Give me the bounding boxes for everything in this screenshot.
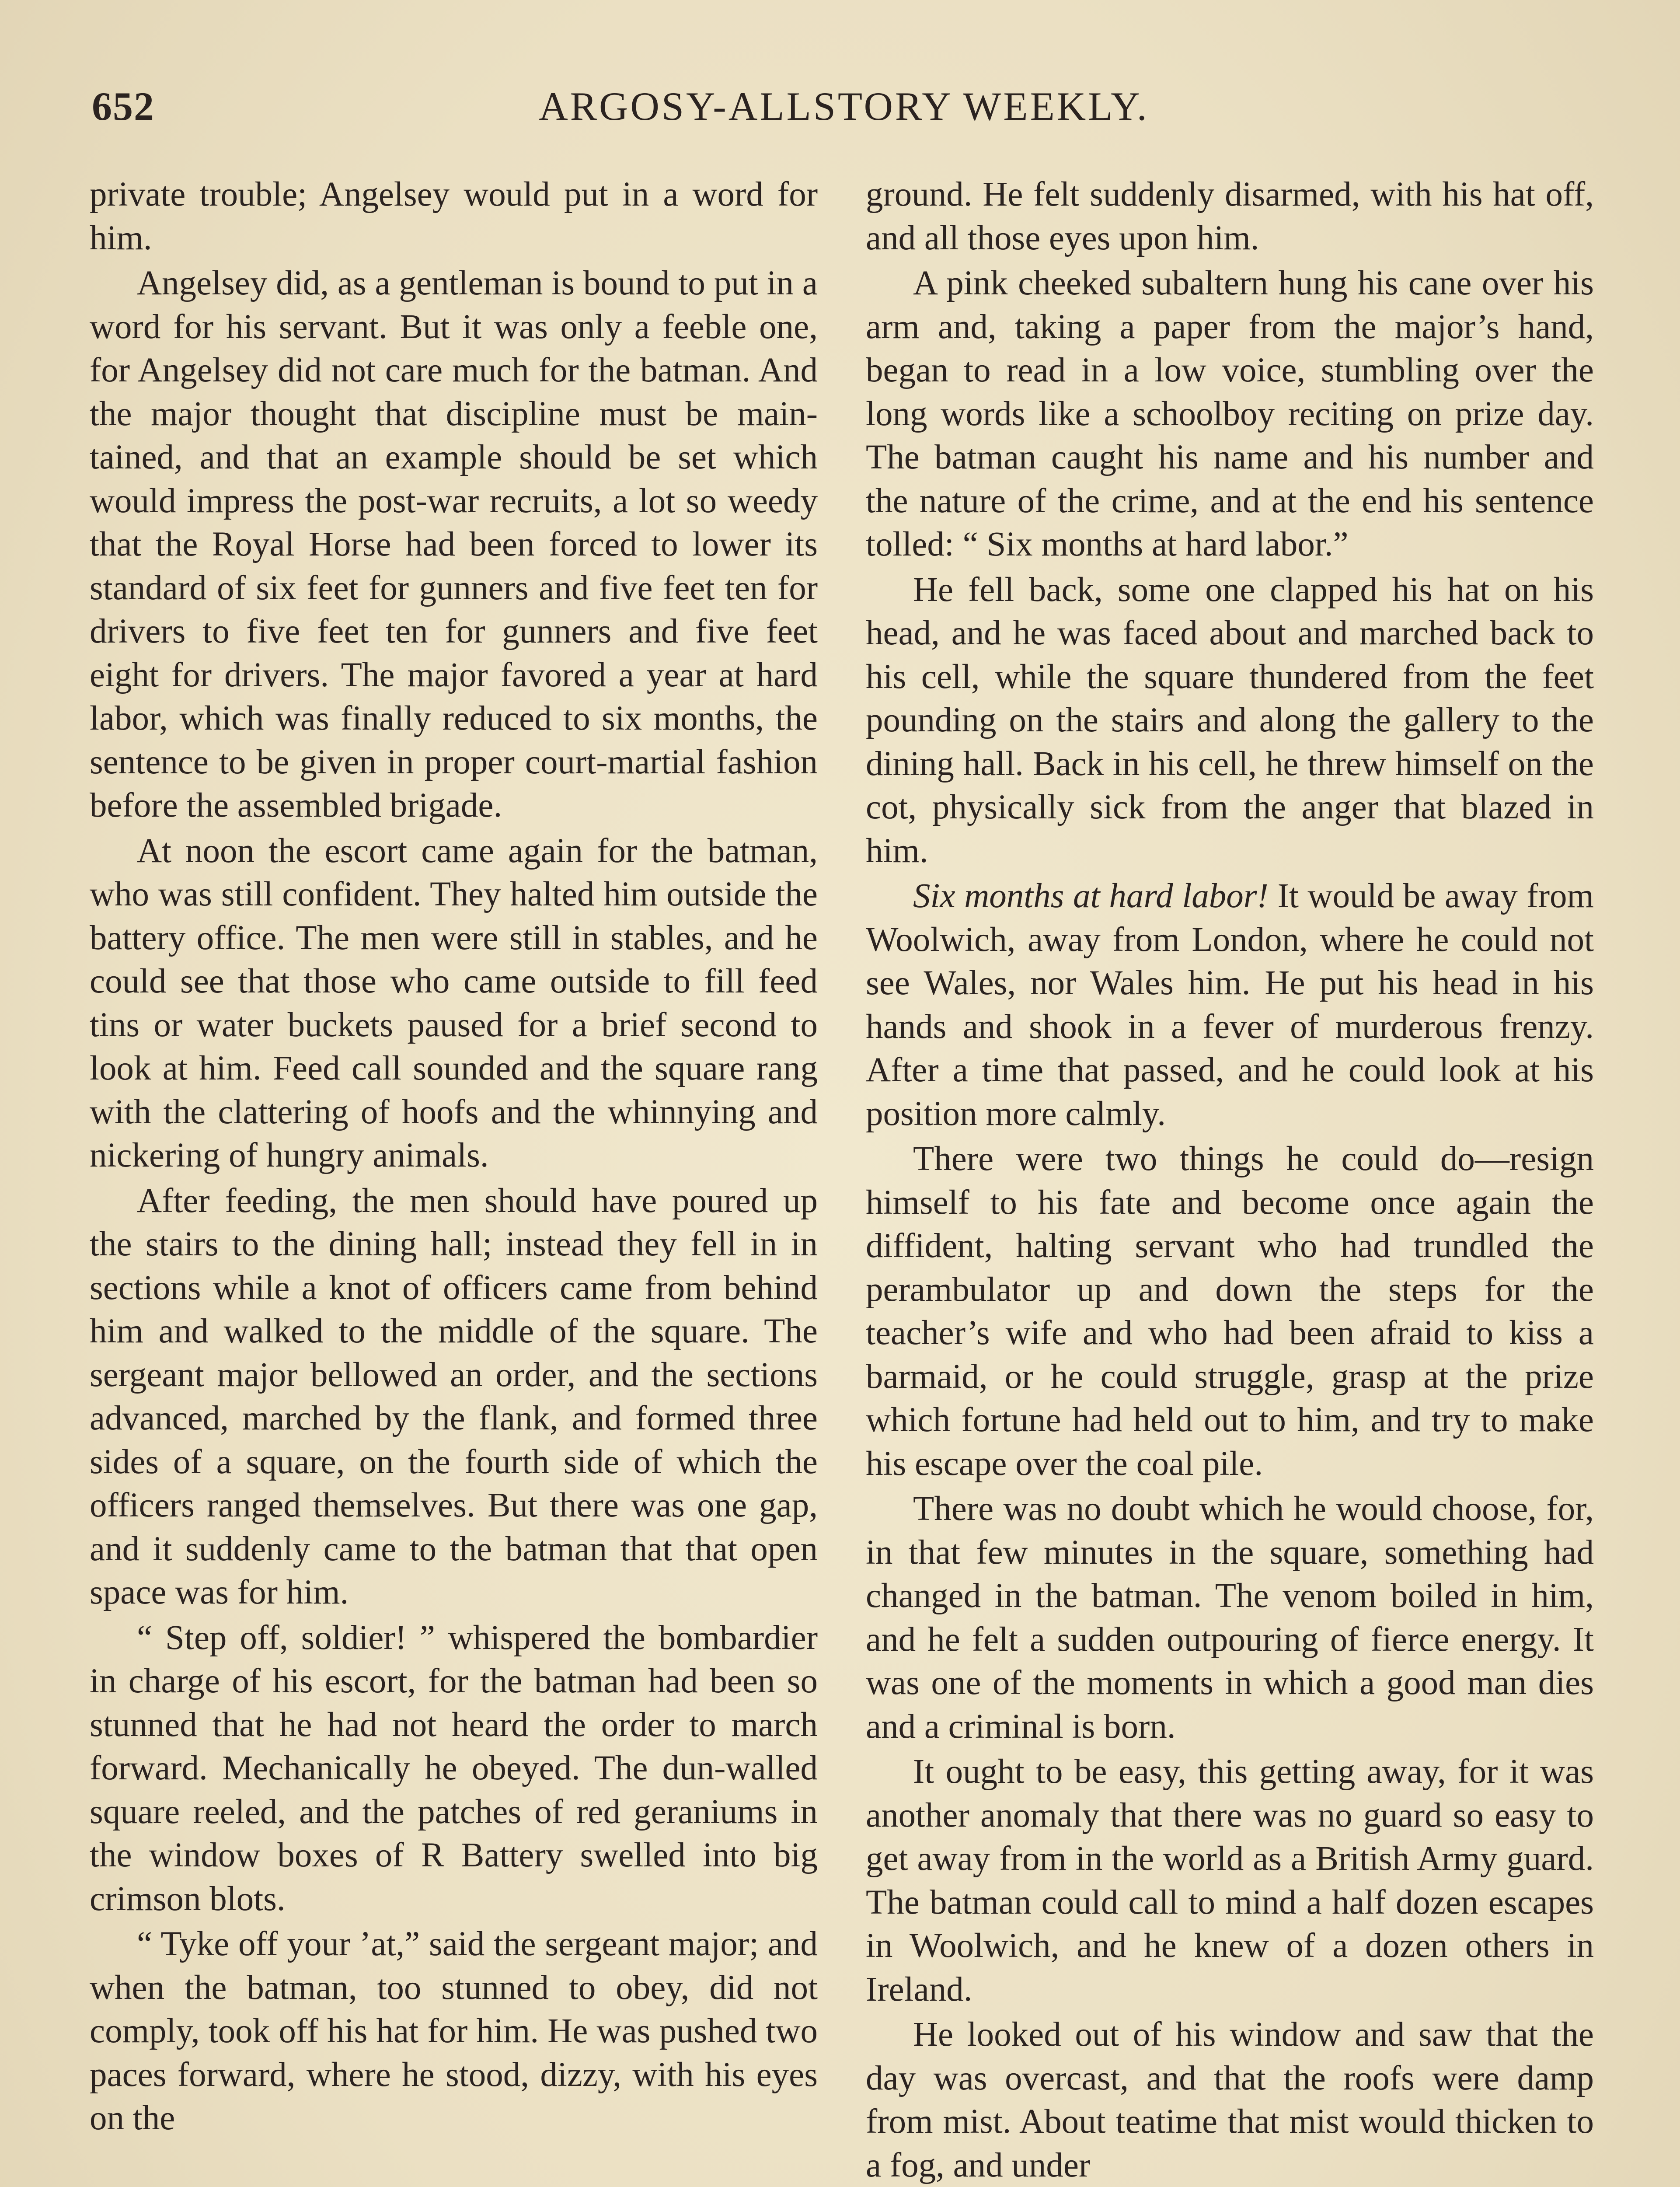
paragraph <box>90 829 818 1177</box>
paragraph-text: At noon the escort came again for the batman, who was still confident. They halted him outside the battery office. The men were still in stables, and he could see that those who came outside to fill feed tins or water buckets paused for a brief second to look at him. Feed call sounded and the square rang with the clattering of hoofs and the whinnying and nickering of hungry animals. <box>90 831 818 1174</box>
left-column <box>90 173 818 2187</box>
paragraph-text: He looked out of his window and saw that the day was overcast, and that the roofs were damp from mist. About teatime that mist would thicken to a fog, and under <box>866 2016 1594 2184</box>
paragraph-text: There were two things he could do—resign himself to his fate and become once again the diffident, halting servant who had trundled the perambulator up and down the steps for the teacher’s wife and who had been afraid to kiss a barmaid, or he could struggle, grasp at the prize which fortune had held out to him, and try to make his escape over the coal pile. <box>866 1140 1594 1483</box>
running-head: ARGOSY-ALLSTORY WEEKLY. <box>539 84 1149 129</box>
paragraph-text: He fell back, some one clapped his hat on his head, and he was faced about and marched back to his cell, while the square thundered from the feet pounding on the stairs and along the gallery to the dining hall. Back in his cell, he threw himself on the cot, physically sick from the anger that blazed in him. <box>866 570 1594 870</box>
paragraph <box>90 262 818 828</box>
paragraph <box>866 1487 1594 1748</box>
italic-lead: Six months at hard labor! <box>913 877 1269 915</box>
right-column <box>866 173 1594 2187</box>
paragraph <box>90 1922 818 2140</box>
paragraph <box>866 1137 1594 1485</box>
paragraph <box>90 173 818 260</box>
paragraph <box>866 173 1594 260</box>
paragraph-text: “ Tyke off your ’at,” said the sergeant major; and when the batman, too stunned to obey, did not comply, took off his hat for him. He was pushed two paces forward, where he stood, dizzy, with his eyes on the <box>90 1925 818 2137</box>
page-number: 652 <box>92 84 155 129</box>
paragraph <box>90 1616 818 1921</box>
paragraph-text: ground. He felt suddenly disarmed, with his hat off, and all those eyes upon him. <box>866 175 1594 257</box>
paragraph <box>866 2013 1594 2187</box>
paragraph <box>866 262 1594 566</box>
paragraph <box>866 1750 1594 2011</box>
paragraph <box>90 1179 818 1614</box>
paragraph-text: There was no doubt which he would choose, for, in that few minutes in the square, something had changed in the batman. The venom boiled in him, and he felt a sudden outpouring of fierce energy. It was one of the moments in which a good man dies and a criminal is born. <box>866 1490 1594 1746</box>
paragraph-text: It would be away from Woolwich, away from London, where he could not see Wales, nor Wales him. He put his head in his hands and shook in a fever of murderous frenzy. After a time that passed, and he could look at his position more calmly. <box>866 877 1594 1133</box>
page-header <box>92 66 1596 153</box>
paragraph-text: “ Step off, soldier! ” whispered the bombardier in charge of his escort, for the batman had been so stunned that he had not heard the order to march forward. Mechanically he obeyed. The dun-walled square reeled, and the patches of red geraniums in the window boxes of R Battery swelled into big crimson blots. <box>90 1618 818 1918</box>
paragraph <box>866 568 1594 873</box>
paragraph-text: Angelsey did, as a gentleman is bound to put in a word for his servant. But it was only a feeble one, for Angelsey did not care much for the batman. And the major thought that discipline must be maintained, and that an example should be set which would impress the post-war recruits, a lot so weedy that the Royal Horse had been forced to lower its standard of six feet for gunners and five feet ten for drivers to five feet ten for gunners and five feet eight for drivers. The major favored a year at hard labor, which was finally reduced to six months, the sentence to be given in proper court-martial fashion before the assembled brigade. <box>90 264 818 824</box>
paragraph-text: private trouble; Angelsey would put in a word for him. <box>90 175 818 257</box>
paragraph-text: After feeding, the men should have poured up the stairs to the dining hall; instead they fell in in sections while a knot of officers came from behind him and walked to the middle of the square. The sergeant major bellowed an order, and the sections advanced, marched by the flank, and formed three sides of a square, on the fourth side of which the officers ranged themselves. But there was one gap, and it suddenly came to the batman that that open space was for him. <box>90 1181 818 1611</box>
paragraph <box>866 874 1594 1135</box>
paragraph-text: It ought to be easy, this getting away, for it was another anomaly that there was no guard so easy to get away from in the world as a British Army guard. The batman could call to mind a half dozen escapes in Woolwich, and he knew of a dozen others in Ireland. <box>866 1753 1594 2009</box>
text-columns <box>90 173 1594 2187</box>
paragraph-text: A pink cheeked subaltern hung his cane over his arm and, taking a paper from the major’s hand, began to read in a low voice, stumbling over the long words like a schoolboy reciting on prize day. The batman caught his name and his number and the nature of the crime, and at the end his sentence tolled: “ Six months at hard labor.” <box>866 264 1594 563</box>
